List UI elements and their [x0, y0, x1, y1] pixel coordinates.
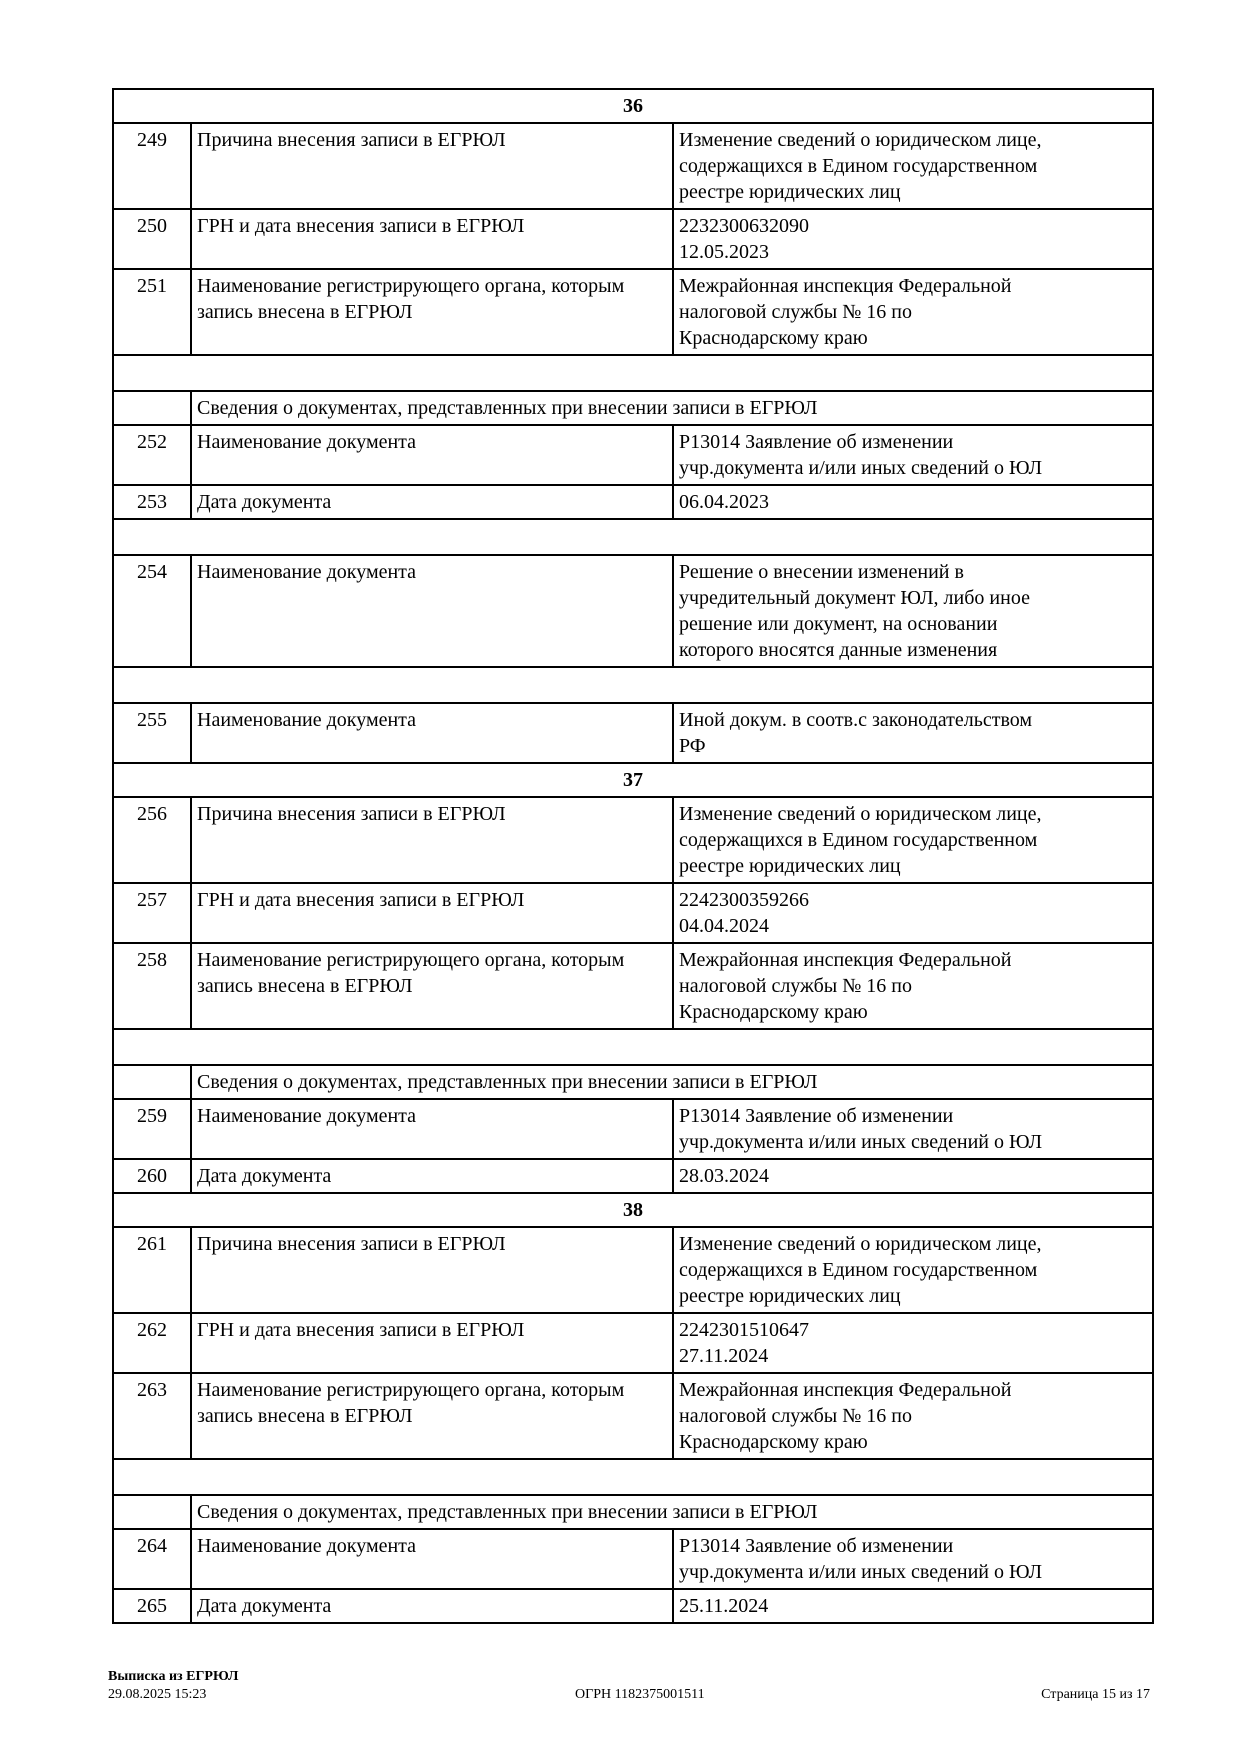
record-value	[673, 1313, 1153, 1373]
record-value	[673, 1373, 1153, 1459]
subsection-empty-number-cell	[113, 1065, 191, 1099]
record-value	[673, 485, 1153, 519]
record-number: 253	[113, 485, 191, 519]
subsection-empty-number-cell	[113, 1495, 191, 1529]
record-value	[673, 1529, 1153, 1589]
record-row	[113, 555, 1153, 667]
subsection-empty-number-cell	[113, 391, 191, 425]
value-line: учр.документа и/или иных сведений о ЮЛ	[679, 457, 1043, 479]
record-row	[113, 1227, 1153, 1313]
record-number: 262	[113, 1313, 191, 1373]
record-number: 251	[113, 269, 191, 355]
record-row	[113, 1373, 1153, 1459]
record-number: 264	[113, 1529, 191, 1589]
record-value	[673, 1589, 1153, 1623]
value-line: решение или документ, на основании	[679, 613, 998, 635]
value-line: РФ	[679, 735, 706, 757]
record-row	[113, 883, 1153, 943]
record-number: 265	[113, 1589, 191, 1623]
record-label: Дата документа	[191, 1589, 673, 1623]
subsection-header-row	[113, 1065, 1153, 1099]
value-line: реестре юридических лиц	[679, 855, 901, 877]
record-number: 261	[113, 1227, 191, 1313]
page-footer	[108, 1668, 1150, 1704]
spacer-row	[113, 667, 1153, 703]
value-line: 06.04.2023	[679, 491, 769, 513]
value-line: 04.04.2024	[679, 915, 769, 937]
spacer-row	[113, 355, 1153, 391]
value-line: налоговой службы № 16 по	[679, 1405, 912, 1427]
record-number: 249	[113, 123, 191, 209]
record-value	[673, 1227, 1153, 1313]
section-header-row	[113, 1193, 1153, 1227]
value-line: реестре юридических лиц	[679, 1285, 901, 1307]
record-label: Наименование документа	[191, 1099, 673, 1159]
record-row	[113, 485, 1153, 519]
record-number: 260	[113, 1159, 191, 1193]
record-row	[113, 1159, 1153, 1193]
value-line: учр.документа и/или иных сведений о ЮЛ	[679, 1561, 1043, 1583]
record-value	[673, 209, 1153, 269]
section-number: 38	[113, 1193, 1153, 1227]
spacer-cell	[113, 1459, 1153, 1495]
value-line: Р13014 Заявление об изменении	[679, 431, 954, 453]
record-label: ГРН и дата внесения записи в ЕГРЮЛ	[191, 1313, 673, 1373]
record-row	[113, 123, 1153, 209]
record-row	[113, 1313, 1153, 1373]
record-row	[113, 425, 1153, 485]
value-line: Изменение сведений о юридическом лице,	[679, 129, 1042, 151]
record-label: Причина внесения записи в ЕГРЮЛ	[191, 1227, 673, 1313]
record-row	[113, 1099, 1153, 1159]
egrul-extract-table	[112, 88, 1154, 1624]
record-row	[113, 797, 1153, 883]
spacer-cell	[113, 519, 1153, 555]
record-label: Наименование регистрирующего органа, которым запись внесена в ЕГРЮЛ	[191, 943, 673, 1029]
value-line: содержащихся в Едином государственном	[679, 1259, 1038, 1281]
footer-ogrn: ОГРН 1182375001511	[575, 1687, 705, 1702]
footer-left-block	[108, 1668, 238, 1704]
value-line: налоговой службы № 16 по	[679, 975, 912, 997]
spacer-row	[113, 519, 1153, 555]
record-row	[113, 269, 1153, 355]
value-line: 28.03.2024	[679, 1165, 769, 1187]
value-line: 25.11.2024	[679, 1595, 769, 1617]
record-label: Наименование документа	[191, 1529, 673, 1589]
section-header-row	[113, 89, 1153, 123]
record-label: ГРН и дата внесения записи в ЕГРЮЛ	[191, 883, 673, 943]
record-number: 258	[113, 943, 191, 1029]
record-label: Наименование документа	[191, 425, 673, 485]
value-line: 2232300632090	[679, 215, 809, 237]
spacer-cell	[113, 667, 1153, 703]
subsection-header-row	[113, 391, 1153, 425]
record-value	[673, 797, 1153, 883]
value-line: налоговой службы № 16 по	[679, 301, 912, 323]
record-value	[673, 1099, 1153, 1159]
record-label: Наименование документа	[191, 703, 673, 763]
record-number: 256	[113, 797, 191, 883]
record-value	[673, 883, 1153, 943]
record-label: Наименование регистрирующего органа, которым запись внесена в ЕГРЮЛ	[191, 1373, 673, 1459]
value-line: учредительный документ ЮЛ, либо иное	[679, 587, 1030, 609]
value-line: Краснодарскому краю	[679, 1001, 868, 1023]
value-line: 2242301510647	[679, 1319, 809, 1341]
record-row	[113, 1529, 1153, 1589]
section-number: 36	[113, 89, 1153, 123]
value-line: Р13014 Заявление об изменении	[679, 1105, 954, 1127]
footer-page-number: Страница 15 из 17	[1041, 1687, 1150, 1702]
record-label: Наименование регистрирующего органа, которым запись внесена в ЕГРЮЛ	[191, 269, 673, 355]
spacer-cell	[113, 1029, 1153, 1065]
record-label: Дата документа	[191, 1159, 673, 1193]
record-number: 254	[113, 555, 191, 667]
value-line: Межрайонная инспекция Федеральной	[679, 275, 1012, 297]
record-number: 259	[113, 1099, 191, 1159]
value-line: Межрайонная инспекция Федеральной	[679, 1379, 1012, 1401]
value-line: Краснодарскому краю	[679, 1431, 868, 1453]
value-line: 27.11.2024	[679, 1345, 769, 1367]
footer-doc-type: Выписка из ЕГРЮЛ	[108, 1669, 239, 1684]
value-line: Решение о внесении изменений в	[679, 561, 964, 583]
value-line: Краснодарскому краю	[679, 327, 868, 349]
record-number: 255	[113, 703, 191, 763]
record-number: 263	[113, 1373, 191, 1459]
section-number: 37	[113, 763, 1153, 797]
value-line: Изменение сведений о юридическом лице,	[679, 1233, 1042, 1255]
record-label: Дата документа	[191, 485, 673, 519]
egrul-table-body	[113, 89, 1153, 1623]
value-line: 12.05.2023	[679, 241, 769, 263]
spacer-cell	[113, 355, 1153, 391]
record-number: 257	[113, 883, 191, 943]
subsection-header-row	[113, 1495, 1153, 1529]
subsection-title: Сведения о документах, представленных при внесении записи в ЕГРЮЛ	[191, 1065, 1153, 1099]
record-label: Причина внесения записи в ЕГРЮЛ	[191, 797, 673, 883]
value-line: содержащихся в Едином государственном	[679, 155, 1038, 177]
spacer-row	[113, 1029, 1153, 1065]
record-value	[673, 269, 1153, 355]
record-number: 252	[113, 425, 191, 485]
record-row	[113, 703, 1153, 763]
subsection-title: Сведения о документах, представленных при внесении записи в ЕГРЮЛ	[191, 1495, 1153, 1529]
value-line: учр.документа и/или иных сведений о ЮЛ	[679, 1131, 1043, 1153]
value-line: 2242300359266	[679, 889, 809, 911]
subsection-title: Сведения о документах, представленных при внесении записи в ЕГРЮЛ	[191, 391, 1153, 425]
value-line: Иной докум. в соотв.с законодательством	[679, 709, 1033, 731]
footer-generated-datetime: 29.08.2025 15:23	[108, 1687, 207, 1702]
record-label: Наименование документа	[191, 555, 673, 667]
record-number: 250	[113, 209, 191, 269]
record-value	[673, 555, 1153, 667]
value-line: Р13014 Заявление об изменении	[679, 1535, 954, 1557]
spacer-row	[113, 1459, 1153, 1495]
value-line: которого вносятся данные изменения	[679, 639, 998, 661]
record-value	[673, 425, 1153, 485]
record-row	[113, 209, 1153, 269]
record-label: Причина внесения записи в ЕГРЮЛ	[191, 123, 673, 209]
record-row	[113, 1589, 1153, 1623]
record-value	[673, 1159, 1153, 1193]
section-header-row	[113, 763, 1153, 797]
value-line: содержащихся в Едином государственном	[679, 829, 1038, 851]
record-row	[113, 943, 1153, 1029]
record-label: ГРН и дата внесения записи в ЕГРЮЛ	[191, 209, 673, 269]
record-value	[673, 703, 1153, 763]
value-line: Межрайонная инспекция Федеральной	[679, 949, 1012, 971]
value-line: Изменение сведений о юридическом лице,	[679, 803, 1042, 825]
record-value	[673, 943, 1153, 1029]
value-line: реестре юридических лиц	[679, 181, 901, 203]
record-value	[673, 123, 1153, 209]
